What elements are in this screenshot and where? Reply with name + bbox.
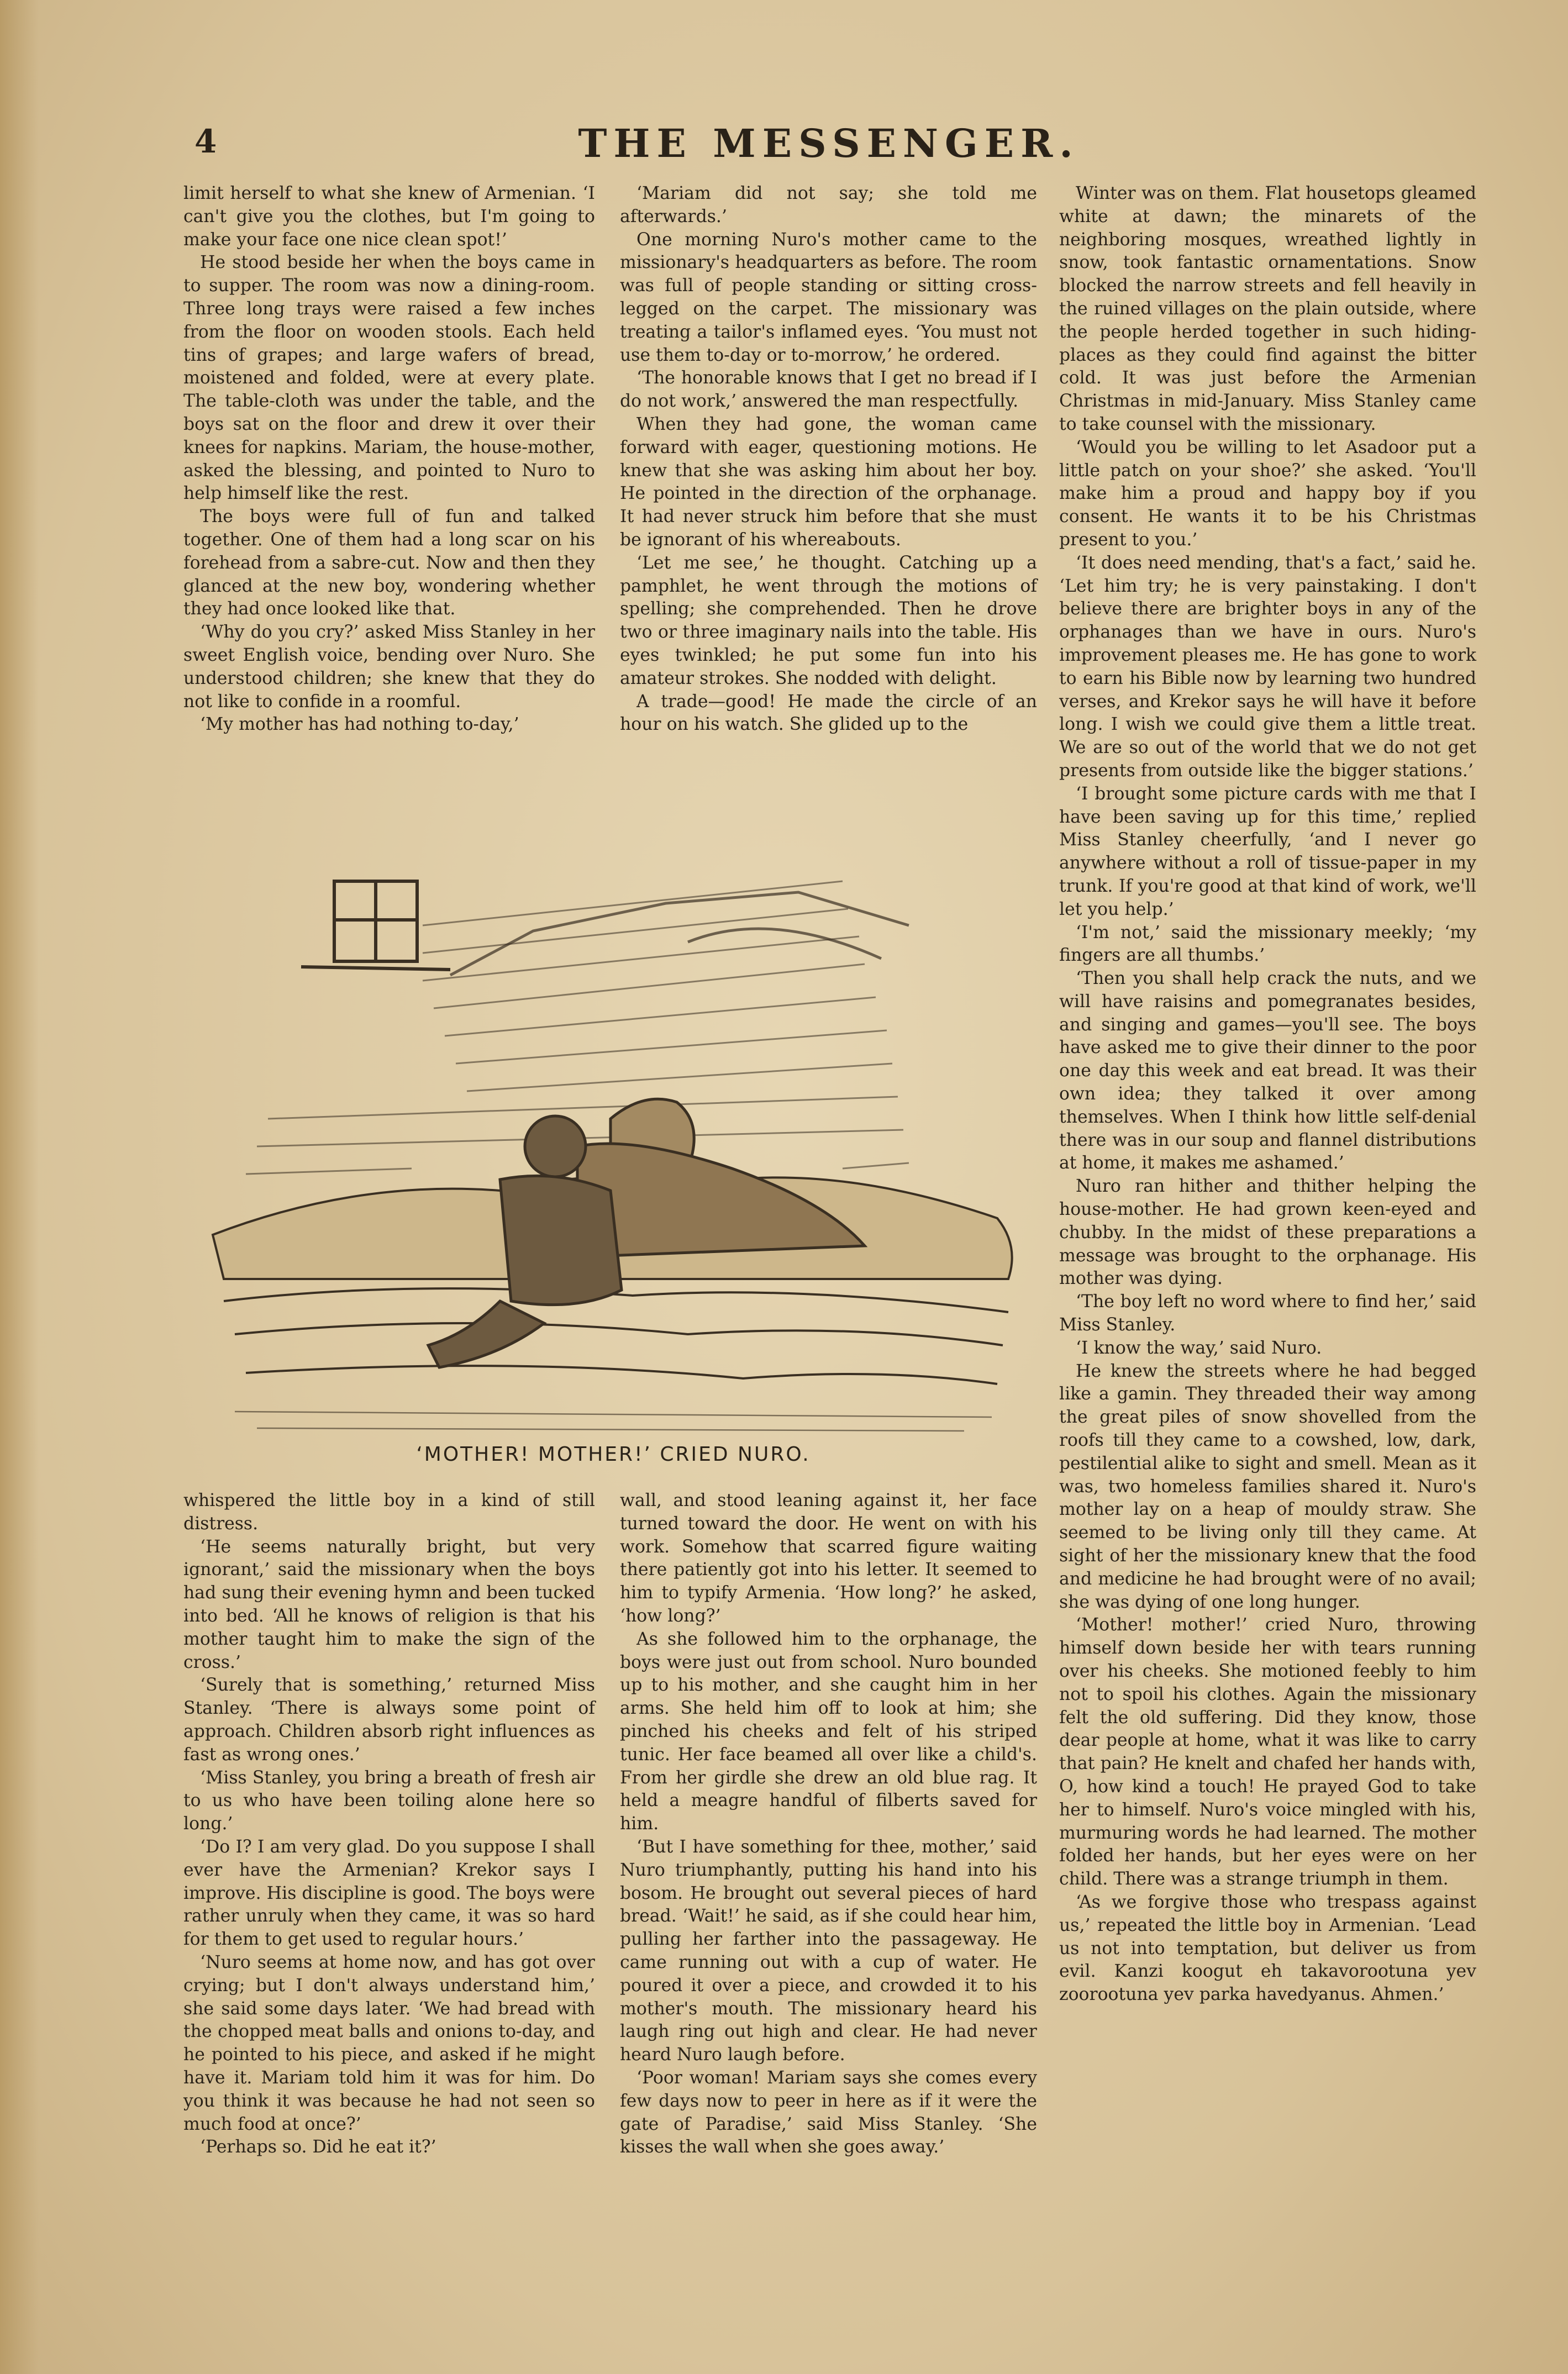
column-2 <box>620 182 1037 736</box>
paragraph: ‘Let me see,’ he thought. Catching up a pamphlet, he went through the motions of spelling; she comprehended. Then he drove two or three imaginary nails into the table. His eyes twinkled; he put some fun into his amateur strokes. She nodded with delight. <box>620 552 1037 688</box>
column-5 <box>620 1489 1037 2159</box>
page-number: 4 <box>194 123 217 160</box>
column-1 <box>183 182 595 736</box>
paragraph: ‘The boy left no word where to find her,’ said Miss Stanley. <box>1059 1292 1476 1335</box>
masthead-title: THE MESSENGER. <box>578 120 1080 166</box>
paragraph: ‘The honorable knows that I get no bread if I do not work,’ answered the man respectfully. <box>620 368 1037 412</box>
paragraph: ‘He seems naturally bright, but very ignorant,’ said the missionary when the boys had sung their evening hymn and been tucked into bed. ‘All he knows of religion is that his mother taught him to make the sign of the cross.’ <box>183 1536 595 1672</box>
paragraph: ‘Would you be willing to let Asadoor put a little patch on your shoe?’ she asked. ‘You'll make him a proud and happy boy if you consent. He wants it to be his Christmas present to you.’ <box>1059 437 1476 550</box>
paragraph: ‘Then you shall help crack the nuts, and we will have raisins and pomegranates besides, and singing and games—you'll see. The boys have asked me to give their dinner to the poor one day this week and eat bread. It was their own idea; they talked it over among themselves. When I think how little self-denial there was in our soup and flannel distributions at home, it makes me ashamed.’ <box>1059 968 1476 1173</box>
engraving-illustration <box>191 859 1036 1439</box>
paragraph: whispered the little boy in a kind of still distress. <box>183 1491 595 1534</box>
illustration-caption: ‘MOTHER! MOTHER!’ CRIED NURO. <box>416 1443 811 1466</box>
paragraph: Winter was on them. Flat housetops gleamed white at dawn; the minarets of the neighboring mosques, wreathed lightly in snow, took fantastic ornamentations. Snow blocked the narrow streets and fell heavily in the ruined villages on the plain outside, where the people herded together in such hiding-places as they could find against the bitter cold. It was just before the Armenian Christmas in mid-January. Miss Stanley came to take counsel with the missionary. <box>1059 183 1476 434</box>
paragraph: ‘Nuro seems at home now, and has got over crying; but I don't always understand him,’ she said some days later. ‘We had bread with the chopped meat balls and onions to-day, and he pointed to his piece, and asked if he might have it. Mariam told him it was for him. Do you think it was because he had not seen so much food at once?’ <box>183 1952 595 2134</box>
paragraph: Nuro ran hither and thither helping the house-mother. He had grown keen-eyed and chubby. In the midst of these preparations a message was brought to the orphanage. His mother was dying. <box>1059 1176 1476 1289</box>
paragraph: When they had gone, the woman came forward with eager, questioning motions. He knew that she was asking him about her boy. He pointed in the direction of the orphanage. It had never struck him before that she must be ignorant of his whereabouts. <box>620 414 1037 550</box>
paragraph: ‘It does need mending, that's a fact,’ said he. ‘Let him try; he is very painstaking. I don't believe there are brighter boys in any of the orphanages than we have in ours. Nuro's improvement pleases me. He has gone to work to earn his Bible now by learning two hundred verses, and Krekor says he will have it before long. I wish we could give them a little treat. We are so out of the world that we do not get presents from outside like the bigger stations.’ <box>1059 552 1476 781</box>
column-3 <box>1059 182 1476 2007</box>
paragraph: One morning Nuro's mother came to the missionary's headquarters as before. The room was full of people standing or sitting cross-legged on the carpet. The missionary was treating a tailor's inflamed eyes. ‘You must not use them to-day or to-morrow,’ he ordered. <box>620 229 1037 365</box>
paragraph: ‘Mother! mother!’ cried Nuro, throwing himself down beside her with tears running over his cheeks. She motioned feebly to him not to spoil his clothes. Again the missionary felt the old suffering. Did they know, those dear people at home, what it was like to carry that pain? He knelt and chafed her hands with, O, how kind a touch! He prayed God to take her to himself. Nuro's voice mingled with his, murmuring words he had learned. The mother folded her hands, but her eyes were on her child. There was a strange triumph in them. <box>1059 1615 1476 1889</box>
paragraph: ‘My mother has had nothing to-day,’ <box>200 714 519 735</box>
paragraph: He knew the streets where he had begged like a gamin. They threaded their way among the great piles of snow shovelled from the roofs till they came to a cowshed, low, dark, pestilential alike to sight and smell. Mean as it was, two homeless families shared it. Nuro's mother lay on a heap of mouldy straw. She seemed to be living only till they came. At sight of her the missionary knew that the food and medicine he had brought were of no avail; she was dying of one long hunger. <box>1059 1361 1476 1612</box>
paragraph: ‘Poor woman! Mariam says she comes every few days now to peer in here as if it were the gate of Paradise,’ said Miss Stanley. ‘She kisses the wall when she goes away.’ <box>620 2067 1037 2157</box>
paragraph: limit herself to what she knew of Armenian. ‘I can't give you the clothes, but I'm going to make your face one nice clean spot!’ <box>183 183 595 250</box>
paragraph: ‘Perhaps so. Did he eat it?’ <box>200 2137 436 2157</box>
column-4 <box>183 1489 595 2159</box>
paragraph: The boys were full of fun and talked together. One of them had a long scar on his forehead from a sabre-cut. Now and then they glanced at the new boy, wondering whether they had once looked like that. <box>183 507 595 619</box>
paragraph: ‘Why do you cry?’ asked Miss Stanley in her sweet English voice, bending over Nuro. She understood children; she knew that they do not like to confide in a roomful. <box>183 622 595 712</box>
paragraph: ‘I'm not,’ said the missionary meekly; ‘my fingers are all thumbs.’ <box>1059 922 1476 966</box>
paragraph: ‘Do I? I am very glad. Do you suppose I shall ever have the Armenian? Krekor says I improve. His discipline is good. The boys were rather unruly when they came, it was so hard for them to get used to regular hours.’ <box>183 1836 595 1950</box>
paragraph: He stood beside her when the boys came in to supper. The room was now a dining-room. Three long trays were raised a few inches from the floor on wooden stools. Each held tins of grapes; and large wafers of bread, moistened and folded, were at every plate. The table-cloth was under the table, and the boys sat on the floor and drew it over their knees for napkins. Mariam, the house-mother, asked the blessing, and pointed to Nuro to help himself like the rest. <box>183 252 595 504</box>
paragraph: As she followed him to the orphanage, the boys were just out from school. Nuro bounded up to his mother, and she caught him in her arms. She held him off to look at him; she pinched his cheeks and felt of his striped tunic. Her face beamed all over like a child's. From her girdle she drew an old blue rag. It held a meagre handful of filberts saved for him. <box>620 1629 1037 1834</box>
paragraph: ‘I know the way,’ said Nuro. <box>1076 1338 1322 1358</box>
paragraph: ‘Surely that is something,’ returned Miss Stanley. ‘There is always some point of approach. Children absorb right influences as fast as wrong ones.’ <box>183 1675 595 1765</box>
paragraph: ‘Mariam did not say; she told me afterwards.’ <box>620 183 1037 227</box>
paragraph: ‘I brought some picture cards with me that I have been saving up for this time,’ replied Miss Stanley cheerfully, ‘and I never go anywhere without a roll of tissue-paper in my trunk. If you're good at that kind of work, we'll let you help.’ <box>1059 783 1476 919</box>
page-edge-shadow <box>0 0 39 2374</box>
paragraph: ‘As we forgive those who trespass against us,’ repeated the little boy in Armenian. ‘Lead us not into temptation, but deliver us from evil. Kanzi koogut eh takavorootuna yev zoorootuna yev parka havedyanus. Ahmen.’ <box>1059 1892 1476 2005</box>
paragraph: ‘But I have something for thee, mother,’ said Nuro triumphantly, putting his hand into his bosom. He brought out several pieces of hard bread. ‘Wait!’ he said, as if she could hear him, pulling her farther into the passageway. He came running out with a cup of water. He poured it over a piece, and crowded it to his mother's mouth. The missionary heard his laugh ring out high and clear. He had never heard Nuro laugh before. <box>620 1836 1037 2065</box>
paragraph: wall, and stood leaning against it, her face turned toward the door. He went on with his work. Somehow that scarred figure waiting there patiently got into his letter. It seemed to him to typify Armenia. ‘How long?’ he asked, ‘how long?’ <box>620 1491 1037 1626</box>
paragraph: ‘Miss Stanley, you bring a breath of fresh air to us who have been toiling alone here so long.’ <box>183 1767 595 1834</box>
paragraph: A trade—good! He made the circle of an hour on his watch. She glided up to the <box>620 691 1037 735</box>
